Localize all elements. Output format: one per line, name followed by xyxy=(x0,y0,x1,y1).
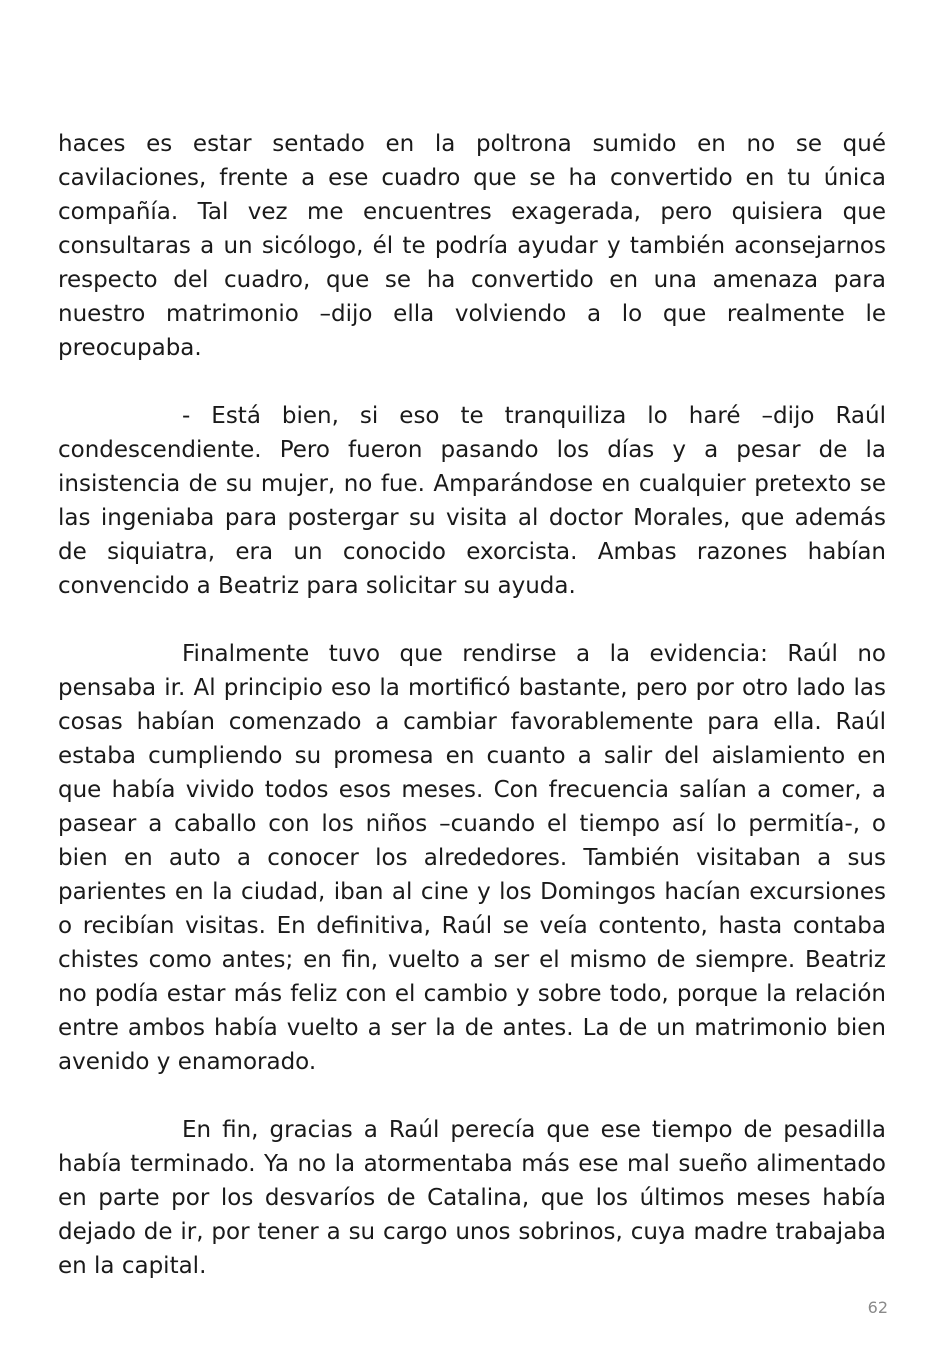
body-text xyxy=(58,127,886,1317)
paragraph-4: En fin, gracias a Raúl perecía que ese tiempo de pesadilla había terminado. Ya no la atormentaba más ese mal sueño alimentado en parte por los desvaríos de Catalina, que los últimos meses había dejado de ir, por tener a su cargo unos sobrinos, cuya madre trabajaba en la capital. xyxy=(58,1117,886,1279)
paragraph-3: Finalmente tuvo que rendirse a la evidencia: Raúl no pensaba ir. Al principio eso la mortificó bastante, pero por otro lado las cosas habían comenzado a cambiar favorablemente para ella. Raúl estaba cumpliendo su promesa en cuanto a salir del aislamiento en que había vivido todos esos meses. Con frecuencia salían a comer, a pasear a caballo con los niños –cuando el tiempo así lo permitía-, o bien en auto a conocer los alrededores. También visitaban a sus parientes en la ciudad, iban al cine y los Domingos hacían excursiones o recibían visitas. En definitiva, Raúl se veía contento, hasta contaba chistes como antes; en fin, vuelto a ser el mismo de siempre. Beatriz no podía estar más feliz con el cambio y sobre todo, porque la relación entre ambos había vuelto a ser la de antes. La de un matrimonio bien avenido y enamorado. xyxy=(58,641,886,1075)
paragraph-1: haces es estar sentado en la poltrona sumido en no se qué cavilaciones, frente a ese cuadro que se ha convertido en tu única compañía. Tal vez me encuentres exagerada, pero quisiera que consultaras a un sicólogo, él te podría ayudar y también aconsejarnos respecto del cuadro, que se ha convertido en una amenaza para nuestro matrimonio –dijo ella volviendo a lo que realmente le preocupaba. xyxy=(58,131,886,361)
page-number: 62 xyxy=(867,1298,888,1317)
paragraph-2: - Está bien, si eso te tranquiliza lo haré –dijo Raúl condescendiente. Pero fueron pasando los días y a pesar de la insistencia de su mujer, no fue. Amparándose en cualquier pretexto se las ingeniaba para postergar su visita al doctor Morales, que además de siquiatra, era un conocido exorcista. Ambas razones habían convencido a Beatriz para solicitar su ayuda. xyxy=(58,403,886,599)
